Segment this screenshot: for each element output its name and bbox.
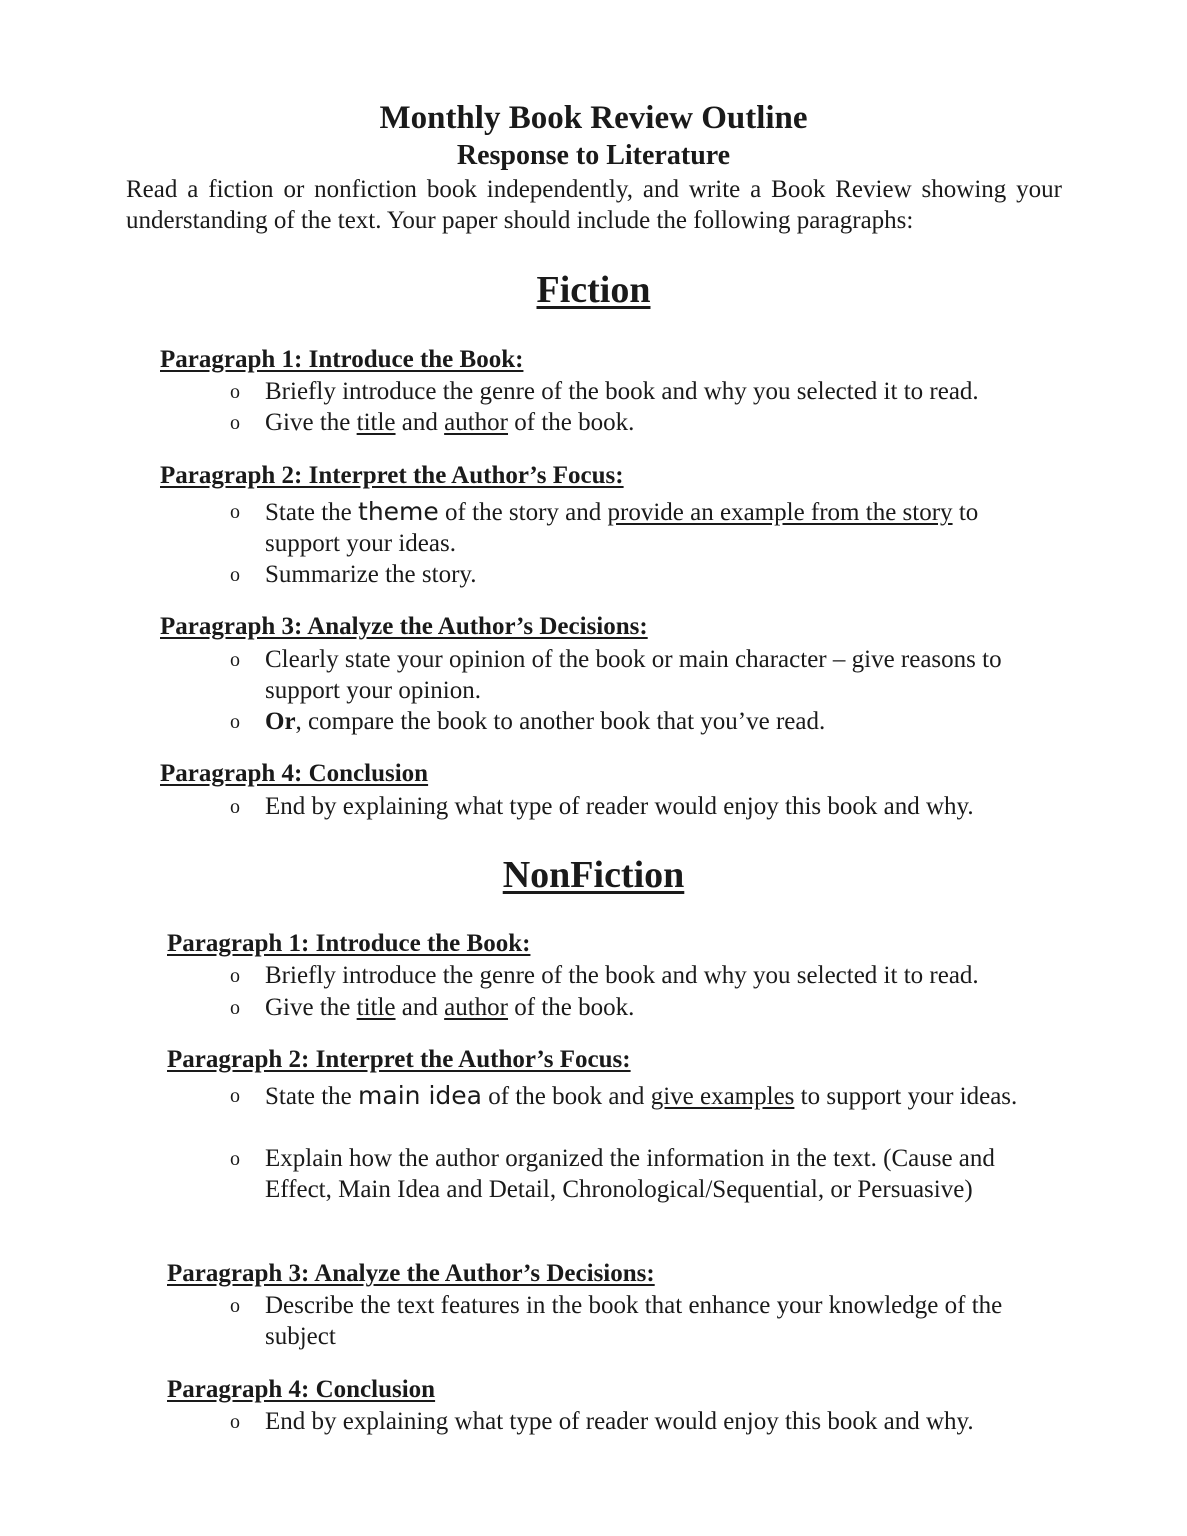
bullet-mark: o (230, 412, 240, 434)
main-idea-term: main idea (358, 1081, 482, 1110)
bullet-text: Give the title and author of the book. (265, 994, 635, 1021)
bullet-text: State the theme of the story and provide an example from the story to support your ideas. (265, 497, 979, 557)
bullet-mark: o (230, 564, 240, 586)
fiction-p3-bullet-1 (230, 644, 1050, 706)
bullet-mark: o (230, 1148, 240, 1170)
bullet-text: Give the title and author of the book. (265, 409, 635, 436)
fiction-heading: Fiction (536, 269, 651, 311)
nonfiction-p4-bullet-1 (230, 1406, 1050, 1437)
bullet-text: End by explaining what type of reader would enjoy this book and why. (265, 1408, 974, 1435)
bullet-mark: o (230, 1085, 240, 1107)
bullet-text: Briefly introduce the genre of the book and why you selected it to read. (265, 962, 979, 989)
nonfiction-p2-bullet-1 (230, 1080, 1050, 1112)
title-term: title (356, 994, 396, 1021)
bullet-text: Or, compare the book to another book that you’ve read. (265, 708, 826, 735)
fiction-p2-heading: Paragraph 2: Interpret the Author’s Focus: (160, 462, 624, 489)
nonfiction-p1-bullet-1 (230, 960, 1050, 991)
fiction-p2-bullet-2 (230, 559, 1050, 590)
nonfiction-p3-heading: Paragraph 3: Analyze the Author’s Decisions: (167, 1260, 655, 1287)
fiction-p3-bullet-2 (230, 706, 1050, 737)
bullet-text: Describe the text features in the book that enhance your knowledge of the subject (265, 1292, 1003, 1350)
bullet-text: Clearly state your opinion of the book or main character – give reasons to support your opinion. (265, 646, 1002, 704)
author-term: author (444, 994, 509, 1021)
bullet-mark: o (230, 796, 240, 818)
nonfiction-p1-bullet-2 (230, 992, 1050, 1023)
page-title: Monthly Book Review Outline (379, 100, 808, 136)
fiction-p4-heading: Paragraph 4: Conclusion (160, 760, 429, 787)
bullet-text: Explain how the author organized the information in the text. (Cause and Effect, Main Idea and Detail, Chronological/Sequential, or Persuasive) (265, 1145, 995, 1203)
fiction-p1-bullet-1 (230, 376, 1050, 407)
author-term: author (444, 409, 509, 436)
example-term: provide an example from the story (607, 499, 953, 526)
nonfiction-p1-heading: Paragraph 1: Introduce the Book: (167, 930, 531, 957)
bullet-text: Summarize the story. (265, 561, 477, 588)
bullet-text: State the main idea of the book and give examples to support your ideas. (265, 1081, 1018, 1110)
fiction-p4-bullet-1 (230, 791, 1050, 822)
nonfiction-p3-bullet-1 (230, 1290, 1050, 1352)
bullet-mark: o (230, 1411, 240, 1433)
bullet-mark: o (230, 649, 240, 671)
examples-term: give examples (650, 1083, 795, 1110)
bullet-mark: o (230, 711, 240, 733)
bullet-text: End by explaining what type of reader would enjoy this book and why. (265, 793, 974, 820)
nonfiction-p2-bullet-2 (230, 1143, 1050, 1205)
bullet-mark: o (230, 1295, 240, 1317)
bullet-mark: o (230, 965, 240, 987)
fiction-p1-bullet-2 (230, 407, 1050, 438)
fiction-p3-heading: Paragraph 3: Analyze the Author’s Decisions: (160, 613, 648, 640)
fiction-p2-bullet-1 (230, 496, 1050, 559)
bullet-mark: o (230, 997, 240, 1019)
bullet-text: Briefly introduce the genre of the book and why you selected it to read. (265, 378, 979, 405)
bullet-mark: o (230, 501, 240, 523)
title-term: title (356, 409, 396, 436)
fiction-p1-heading: Paragraph 1: Introduce the Book: (160, 346, 524, 373)
nonfiction-p4-heading: Paragraph 4: Conclusion (167, 1376, 436, 1403)
nonfiction-heading: NonFiction (502, 854, 685, 896)
nonfiction-p2-heading: Paragraph 2: Interpret the Author’s Focus: (167, 1046, 631, 1073)
intro-paragraph: Read a fiction or nonfiction book independently, and write a Book Review showing your understanding of the text. Your paper should include the following paragraphs: (126, 176, 1062, 234)
page-subtitle: Response to Literature (456, 140, 731, 171)
theme-term: theme (358, 497, 439, 526)
bullet-mark: o (230, 381, 240, 403)
